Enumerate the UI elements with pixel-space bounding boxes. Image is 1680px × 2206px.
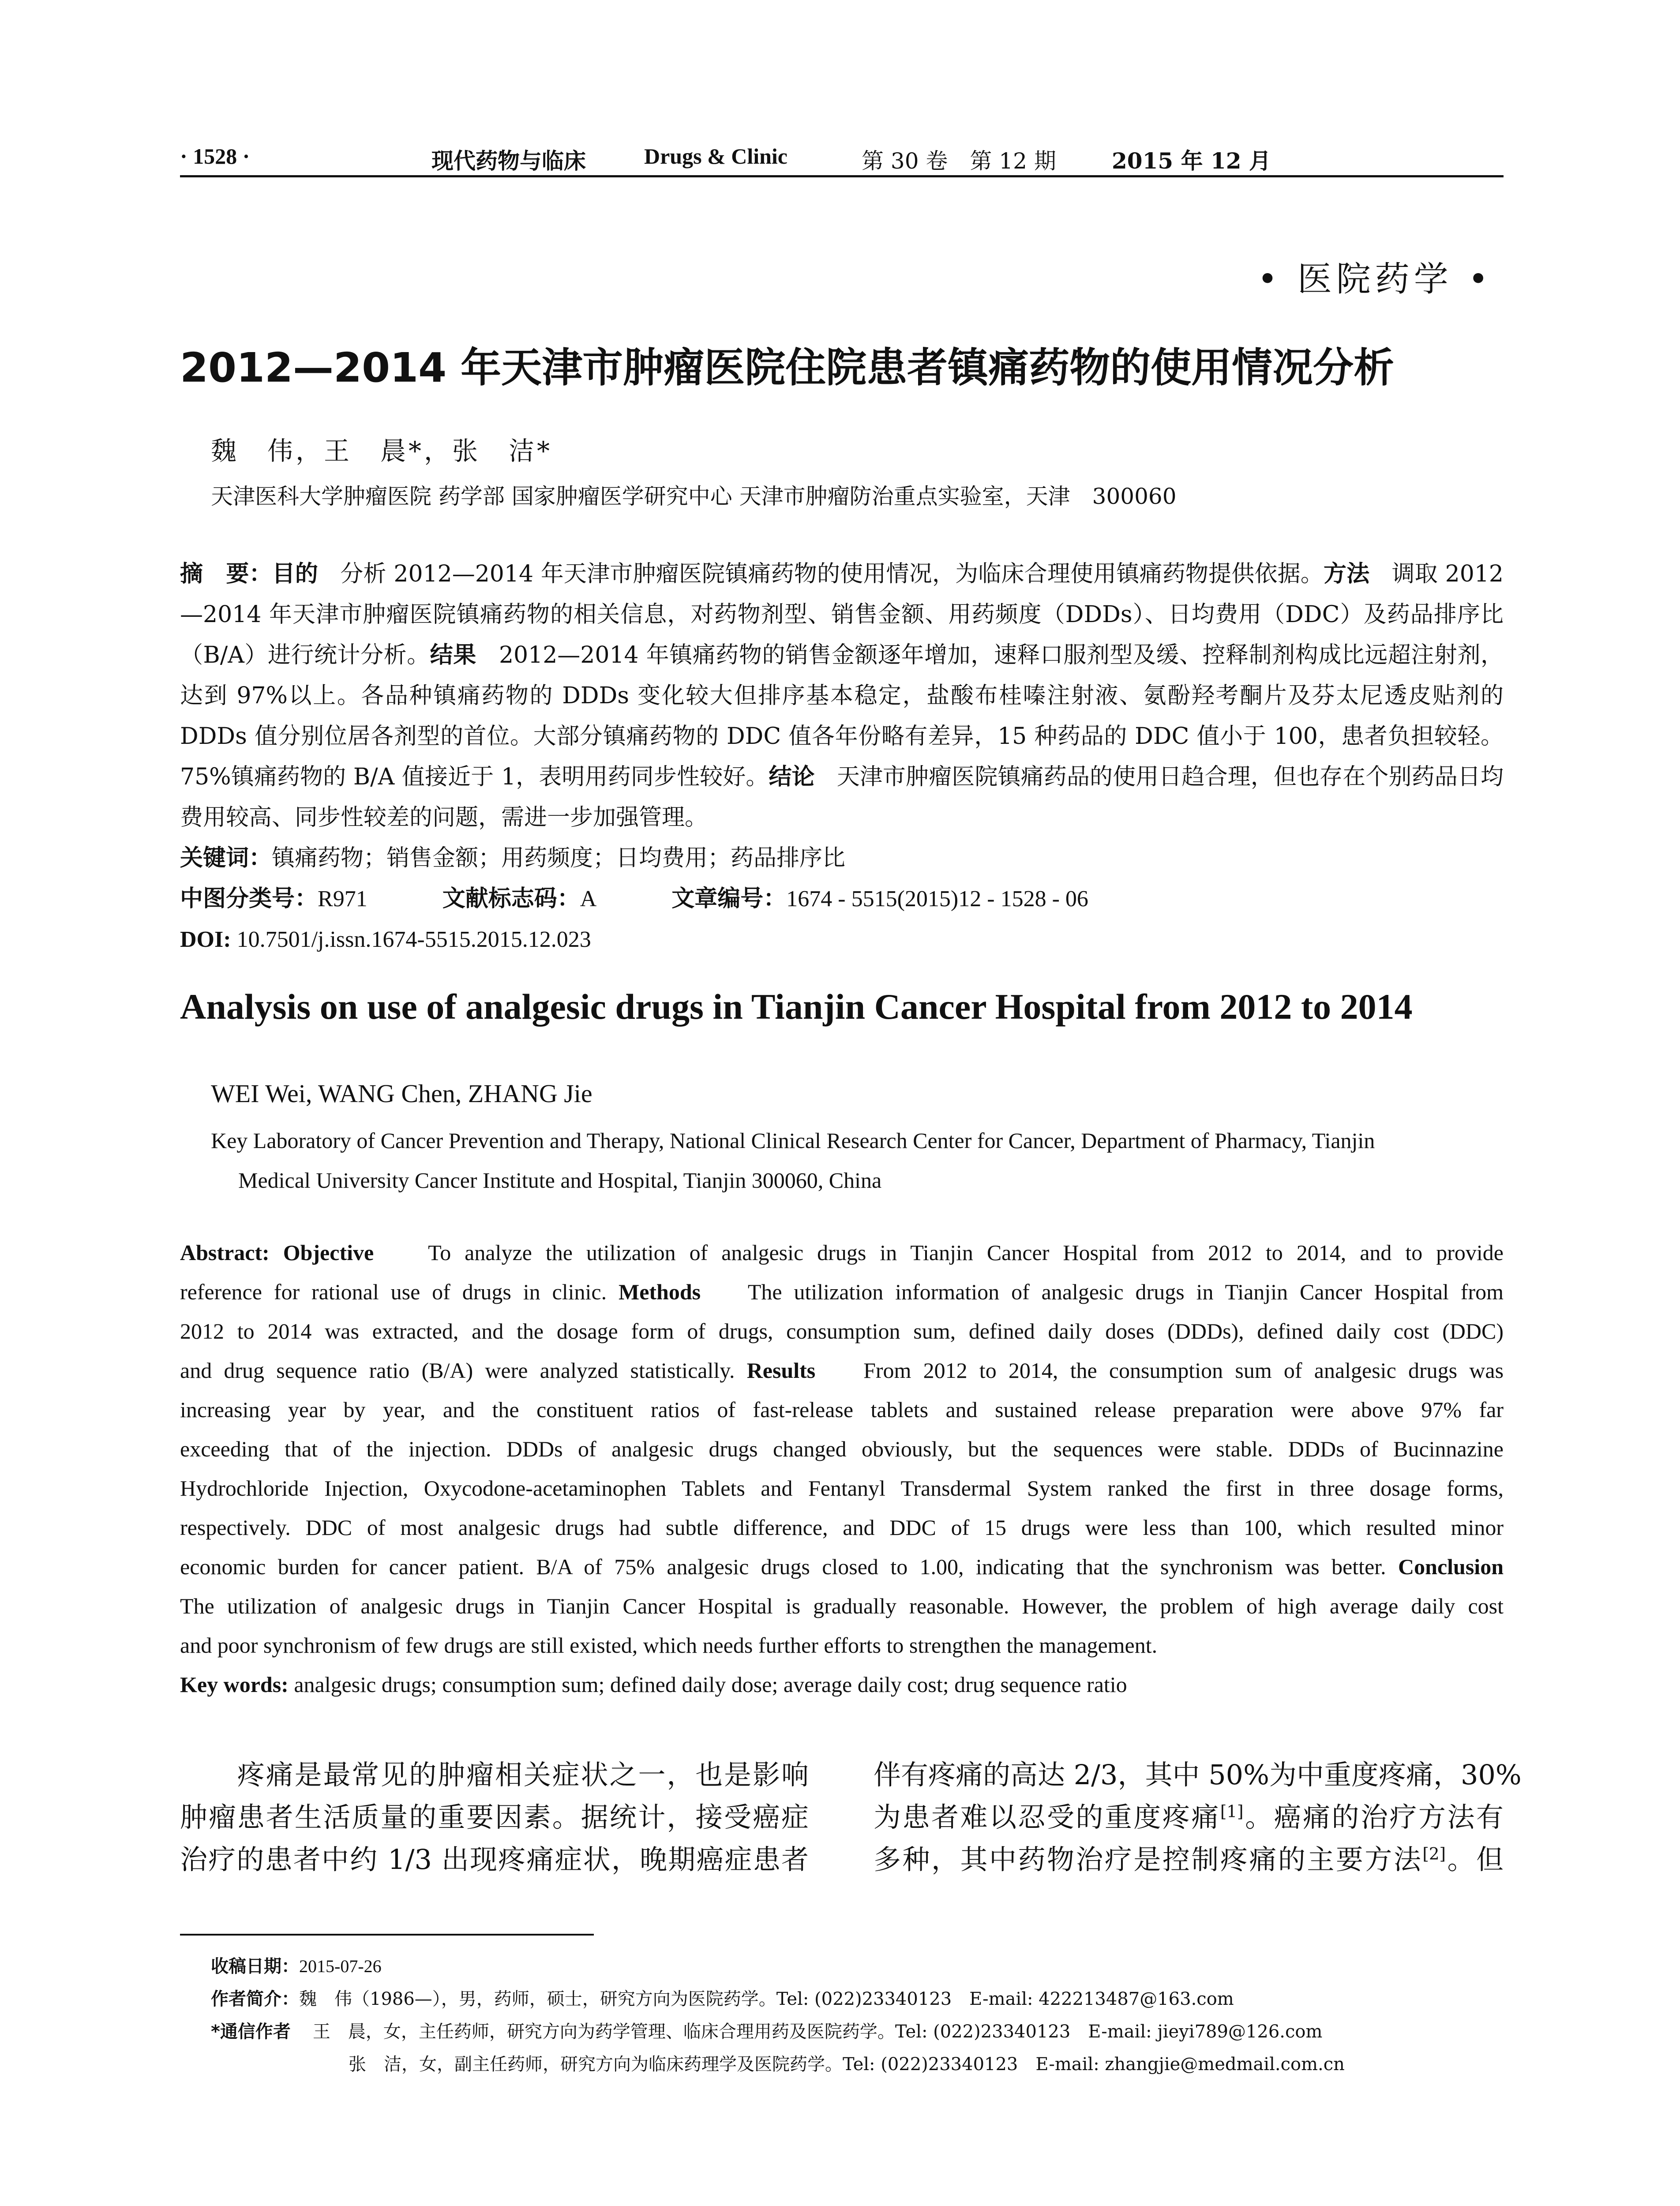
abstract-en-row: 2012 to 2014 was extracted, and the dosage form of drugs, consumption sum, defined daily doses (DDDs), defined daily cost (DDC) — [180, 1319, 1504, 1343]
abstract-cn-methods-label: 方法 — [1324, 561, 1370, 587]
keywords-en — [180, 1665, 1504, 1704]
abstract-cn-methods: 调取 2012—2014 年天津市肿瘤医院镇痛药物的相关信息，对药物剂型、销售金额、用药频度（DDDs）、日均费用（DDC）及药品排序比（B/A）进行统计分析。 — [180, 561, 1504, 668]
article-title-en: Analysis on use of analgesic drugs in Tianjin Cancer Hospital from 2012 to 2014 — [180, 987, 1413, 1027]
abstract-en-label: Abstract: — [180, 1240, 270, 1265]
issue-date: 2015 年 12 月 — [1112, 148, 1271, 174]
abstract-en-row: Hydrochloride Injection, Oxycodone-acetaminophen Tablets and Fentanyl Transdermal System ranked the first in three dosage forms, — [180, 1476, 1504, 1501]
doi-row — [180, 919, 1504, 960]
section-tag: • 医院药学 • — [1257, 259, 1493, 299]
doi-link[interactable]: 10.7501/j.issn.1674-5515.2015.12.023 — [236, 927, 591, 952]
footnotes — [211, 1950, 1490, 2081]
body-line: 治疗的患者中约 1/3 出现疼痛症状，晚期癌症患者 — [180, 1843, 809, 1876]
body-column-left — [180, 1754, 809, 1881]
abstract-cn-conclusion-label: 结论 — [769, 764, 815, 790]
abstract-en-row — [180, 1547, 1504, 1587]
abstract-en-row: and poor synchronism of few drugs are still existed, which needs further efforts to strengthen the management. — [180, 1633, 1158, 1658]
bio-text: 魏 伟（1986—），男，药师，硕士，研究方向为医院药学。Tel: (022)23340123 E-mail: 422213487@163.com — [299, 1989, 1234, 2009]
abstract-cn-conclusion: 天津市肿瘤医院镇痛药品的使用日趋合理，但也存在个别药品日均费用较高、同步性较差的问题，需进一步加强管理。 — [180, 764, 1504, 831]
article-title-cn: 2012—2014 年天津市肿瘤医院住院患者镇痛药物的使用情况分析 — [180, 344, 1395, 391]
abstract-en-methods-label: Methods — [619, 1279, 701, 1304]
article-no: 1674 - 5515(2015)12 - 1528 - 06 — [786, 886, 1088, 912]
abstract-cn-label: 摘 要： — [180, 561, 272, 587]
citation-link[interactable]: [2] — [1422, 1844, 1446, 1864]
bio-label: 作者简介： — [211, 1989, 299, 2009]
corresponding-author-1 — [211, 2015, 1490, 2048]
abstract-en-results-label: Results — [746, 1358, 816, 1383]
authors-en: WEI Wei, WANG Chen, ZHANG Jie — [211, 1079, 592, 1108]
affiliation-en-line-1: Key Laboratory of Cancer Prevention and Therapy, National Clinical Research Center for Cancer, Department of Pharmacy, Tianjin — [211, 1128, 1375, 1153]
abstract-en-text: economic burden for cancer patient. B/A of 75% analgesic drugs closed to 1.00, indicating that the synchronism was better. — [180, 1554, 1386, 1579]
clc-label: 中图分类号： — [180, 885, 318, 912]
abstract-en-row: The utilization of analgesic drugs in Tianjin Cancer Hospital is gradually reasonable. However, the problem of high average daily cost — [180, 1594, 1504, 1618]
body-column-right — [874, 1754, 1522, 1881]
received-label: 收稿日期： — [211, 1956, 299, 1977]
running-header — [180, 139, 1504, 174]
body-line — [874, 1838, 1504, 1881]
body-line — [874, 1796, 1504, 1838]
abstract-cn-body — [180, 554, 1504, 838]
abstract-en-text: The utilization information of analgesic drugs in Tianjin Cancer Hospital from — [747, 1279, 1504, 1304]
citation-link[interactable]: [1] — [1220, 1801, 1244, 1821]
abstract-en-text: reference for rational use of drugs in clinic. — [180, 1279, 607, 1304]
abstract-en-row — [180, 1233, 1504, 1272]
keywords-cn-label: 关键词： — [180, 845, 272, 871]
received-date — [211, 1950, 1490, 1983]
abstract-en-text: From 2012 to 2014, the consumption sum of analgesic drugs was — [863, 1358, 1504, 1383]
volume-issue: 第 30 卷 第 12 期 — [862, 148, 1056, 174]
article-no-label: 文章编号： — [671, 885, 787, 912]
abstract-en-conclusion-label: Conclusion — [1398, 1554, 1504, 1579]
affiliation-en — [211, 1121, 1504, 1200]
footnote-rule — [180, 1934, 594, 1936]
abstract-en-row: respectively. DDC of most analgesic drugs had subtle difference, and DDC of 15 drugs were less than 100, which resulted minor — [180, 1515, 1504, 1540]
classification-row — [180, 878, 1504, 919]
affiliation-en-line-2: Medical University Cancer Institute and Hospital, Tianjin 300060, China — [238, 1168, 882, 1193]
abstract-en — [180, 1233, 1504, 1704]
journal-name-cn: 现代药物与临床 — [431, 148, 586, 174]
abstract-en-row — [180, 1272, 1504, 1312]
authors-cn: 魏 伟，王 晨*，张 洁* — [211, 436, 553, 466]
author-bio — [211, 1983, 1490, 2015]
abstract-cn — [180, 554, 1504, 960]
doi-label: DOI: — [180, 927, 231, 952]
abstract-cn-results-label: 结果 — [430, 642, 476, 668]
corresponding-label: *通信作者 — [211, 2022, 291, 2042]
abstract-cn-objective: 分析 2012—2014 年天津市肿瘤医院镇痛药物的使用情况，为临床合理使用镇痛药物提供依据。 — [340, 561, 1324, 587]
corresponding-author-2: 张 洁，女，副主任药师，研究方向为临床药理学及医院药学。Tel: (022)23340123 E-mail: zhangjie@medmail.com.cn — [349, 2054, 1345, 2075]
abstract-en-row: exceeding that of the injection. DDDs of analgesic drugs changed obviously, but the sequences were stable. DDDs of Bucinnazine — [180, 1437, 1504, 1461]
body-text: 多种，其中药物治疗是控制疼痛的主要方法 — [874, 1843, 1423, 1876]
body-text: 。癌痛的治疗方法有 — [1243, 1801, 1504, 1833]
doc-code: A — [580, 886, 597, 912]
clc-code: R971 — [318, 886, 368, 912]
keywords-en-label: Key words: — [180, 1672, 289, 1697]
abstract-en-row — [180, 1351, 1504, 1390]
abstract-en-text: To analyze the utilization of analgesic drugs in Tianjin Cancer Hospital from 2012 to 2014, and to provide — [428, 1240, 1504, 1265]
page-number: · 1528 · — [180, 144, 250, 169]
corresponding-text: 王 晨，女，主任药师，研究方向为药学管理、临床合理用药及医院药学。Tel: (022)23340123 E-mail: jieyi789@126.com — [312, 2022, 1323, 2042]
body-text: 为患者难以忍受的重度疼痛 — [874, 1801, 1220, 1833]
affiliation-cn: 天津医科大学肿瘤医院 药学部 国家肿瘤医学研究中心 天津市肿瘤防治重点实验室，天津 300060 — [211, 484, 1177, 509]
journal-name-en: Drugs & Clinic — [644, 144, 788, 169]
abstract-cn-results: 2012—2014 年镇痛药物的销售金额逐年增加，速释口服剂型及缓、控释制剂构成比远超注射剂，达到 97%以上。各品种镇痛药物的 DDDs 变化较大但排序基本稳定，盐酸布桂嗪注射液、氨酚羟考酮片及芬太尼透皮贴剂的 DDDs 值分别位居各剂型的首位。大部分镇痛药物的 DDC 值各年份略有差异，15 种药品的 DDC 值小于 100，患者负担较轻。75%镇痛药物的 B/A 值接近于 1，表明用药同步性较好。 — [180, 642, 1504, 790]
body-text: 。但 — [1446, 1843, 1504, 1876]
keywords-cn — [180, 838, 1504, 878]
abstract-cn-objective-label: 目的 — [272, 561, 319, 587]
doc-code-label: 文献标志码： — [442, 885, 580, 912]
abstract-en-text: and drug sequence ratio (B/A) were analyzed statistically. — [180, 1358, 735, 1383]
body-line: 疼痛是最常见的肿瘤相关症状之一，也是影响 — [180, 1759, 809, 1791]
abstract-en-row: increasing year by year, and the constituent ratios of fast-release tablets and sustained release preparation were above 97% far — [180, 1397, 1504, 1422]
received-value: 2015-07-26 — [299, 1956, 382, 1976]
body-line: 肿瘤患者生活质量的重要因素。据统计，接受癌症 — [180, 1801, 809, 1833]
keywords-cn-text: 镇痛药物；销售金额；用药频度；日均费用；药品排序比 — [272, 845, 846, 871]
body-line: 伴有疼痛的高达 2/3，其中 50%为中重度疼痛，30% — [874, 1759, 1522, 1791]
keywords-en-text: analgesic drugs; consumption sum; defined daily dose; average daily cost; drug sequence ratio — [294, 1672, 1127, 1697]
header-rule — [180, 175, 1504, 177]
abstract-en-objective-label: Objective — [283, 1240, 374, 1265]
